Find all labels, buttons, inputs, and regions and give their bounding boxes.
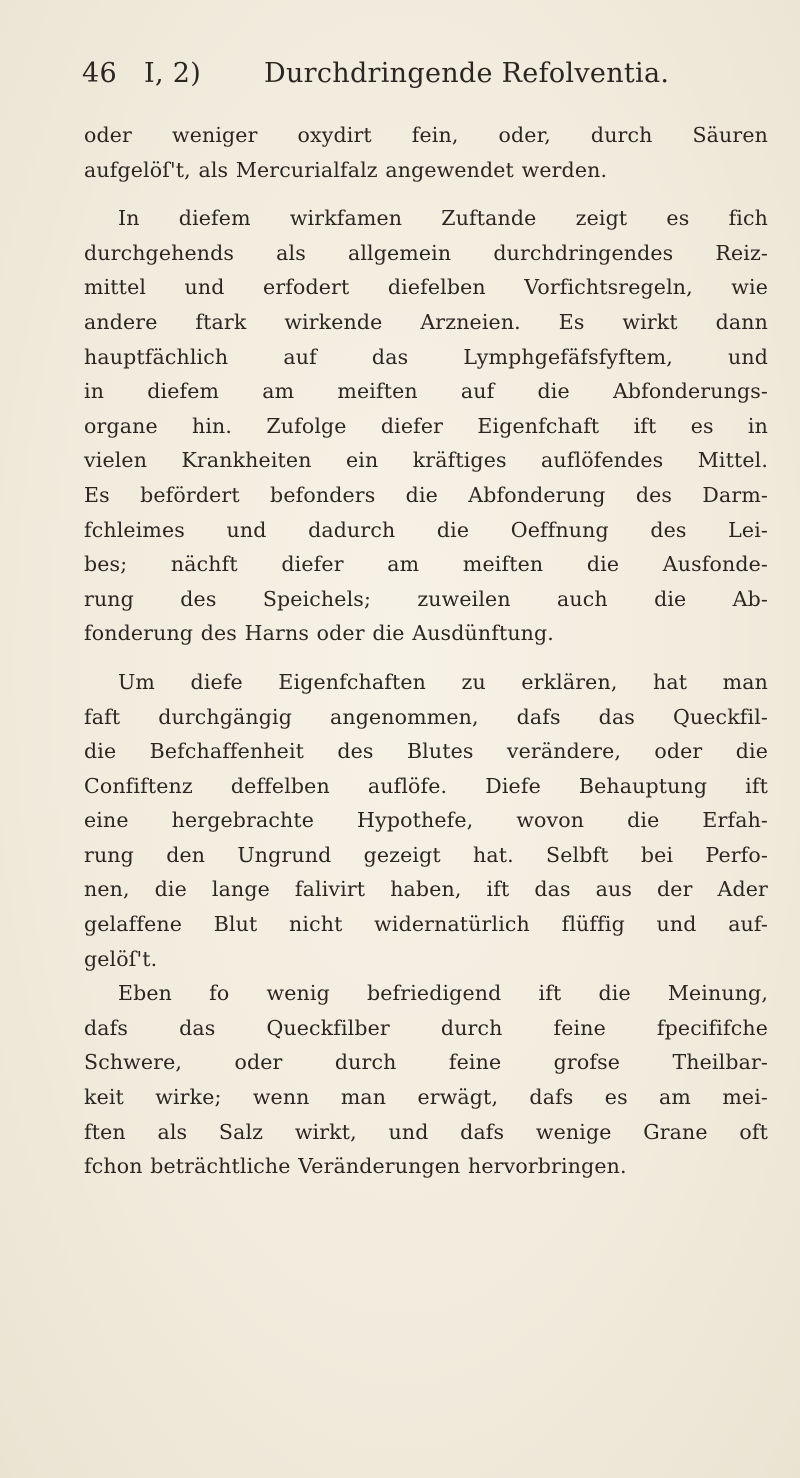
text-line: Es befördert befonders die Abfonderung des Darm-: [84, 482, 768, 507]
text-line: faft durchgängig angenommen, dafs das Queckfil-: [84, 704, 768, 729]
text-line: fonderung des Harns oder die Ausdünftung.: [84, 621, 554, 646]
text-line: Um diefe Eigenfchaften zu erklären, hat man: [118, 669, 768, 694]
text-line: Eben fo wenig befriedigend ift die Meinung,: [118, 981, 768, 1006]
text-line: In diefem wirkfamen Zuftande zeigt es fich: [118, 206, 768, 231]
header-title: Durchdringende Refolventia.: [264, 58, 670, 89]
body-text: [84, 118, 768, 1184]
paragraph-3: [84, 665, 768, 976]
text-line: eine hergebrachte Hypothefe, wovon die Erfah-: [84, 808, 768, 833]
text-line: rung den Ungrund gezeigt hat. Selbft bei Perfo-: [84, 842, 768, 867]
paragraph-2: [84, 201, 768, 651]
text-line: hauptfächlich auf das Lymphgefäfsfyftem, und: [84, 344, 768, 369]
page-number: 46: [82, 58, 117, 89]
paragraph-1: [84, 118, 768, 187]
text-line: dafs das Queckfilber durch feine fpecififche: [84, 1015, 768, 1040]
text-line: mittel und erfodert diefelben Vorfichtsregeln, wie: [84, 275, 768, 300]
text-line: rung des Speichels; zuweilen auch die Ab-: [84, 586, 768, 611]
text-line: die Befchaffenheit des Blutes verändere, oder die: [84, 739, 768, 764]
text-line: bes; nächft diefer am meiften die Ausfonde-: [84, 552, 768, 577]
text-line: keit wirke; wenn man erwägt, dafs es am mei-: [84, 1085, 768, 1110]
text-line: gelaffene Blut nicht widernatürlich flüffig und auf-: [84, 912, 768, 937]
text-line: durchgehends als allgemein durchdringendes Reiz-: [84, 240, 768, 265]
text-line: ften als Salz wirkt, und dafs wenige Grane oft: [84, 1119, 768, 1144]
text-line: nen, die lange falivirt haben, ift das aus der Ader: [84, 877, 768, 902]
running-header: [82, 58, 762, 98]
text-line: in diefem am meiften auf die Abfonderungs-: [84, 379, 768, 404]
text-line: Schwere, oder durch feine grofse Theilbar-: [84, 1050, 768, 1075]
text-line: fchon beträchtliche Veränderungen hervorbringen.: [84, 1154, 627, 1179]
text-line: oder weniger oxydirt fein, oder, durch Säuren: [84, 123, 768, 147]
text-line: Confiftenz deffelben auflöfe. Diefe Behauptung ift: [84, 773, 768, 798]
section-marker: I, 2): [144, 58, 202, 89]
text-line: fchleimes und dadurch die Oeffnung des Lei-: [84, 517, 768, 542]
paragraph-4: [84, 976, 768, 1184]
text-line: organe hin. Zufolge diefer Eigenfchaft ift es in: [84, 413, 768, 438]
text-line: aufgelöſ't, als Mercurialfalz angewendet werden.: [84, 157, 608, 182]
text-line: gelöſ't.: [84, 946, 158, 971]
text-line: andere ftark wirkende Arzneien. Es wirkt dann: [84, 309, 768, 334]
text-line: vielen Krankheiten ein kräftiges auflöfendes Mittel.: [84, 448, 768, 473]
